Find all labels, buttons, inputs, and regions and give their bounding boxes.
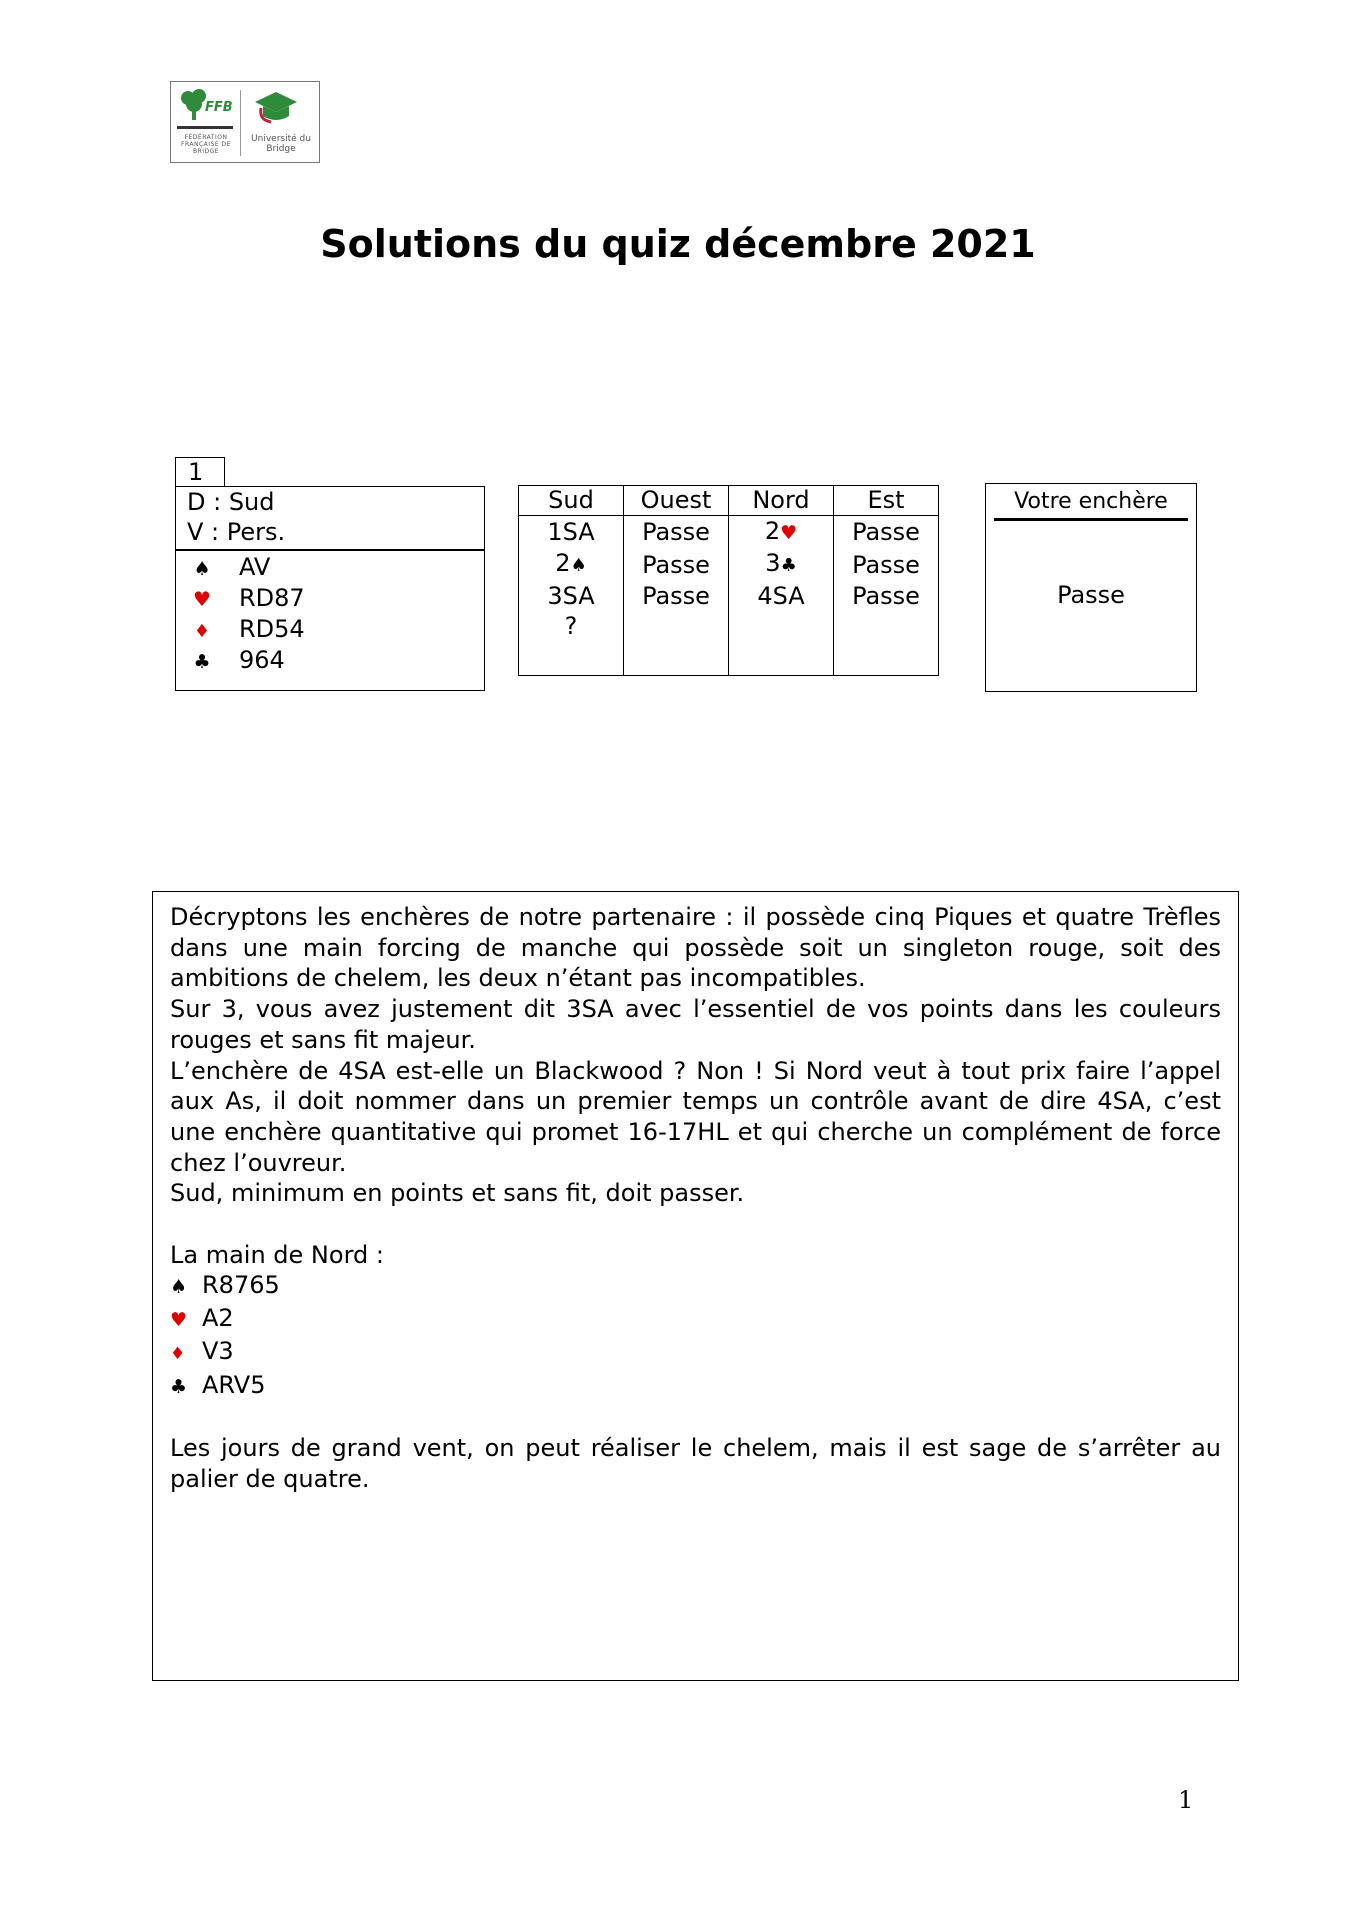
bid-cell: Passe [624,548,729,581]
heart-icon: ♥ [193,587,211,611]
bidding-table [518,485,939,676]
bidding-row [519,581,939,611]
explanation-paragraph: Sur 3, vous avez justement dit 3SA avec l’essentiel de vos points dans les couleurs rouges et sans fit majeur. [170,995,1221,1054]
bidding-header: Ouest [624,486,729,516]
north-hand-clubs [170,1370,1221,1403]
dealer-label: D : Sud [187,488,275,516]
answer-header: Votre enchère [1014,489,1168,514]
logo-brand-subtitle: FÉDÉRATION FRANÇAISE DE BRIDGE [181,134,231,155]
explanation-paragraph: Décryptons les enchères de notre partenaire : il possède cinq Piques et quatre Trèfles dans une main forcing de manche qui possède soit un singleton rouge, soit des ambitions de chelem, les deux n’étant pas incompatibles. [170,903,1221,993]
bidding-header: Nord [729,486,834,516]
answer-box [985,483,1197,692]
hand-row-clubs [187,645,285,675]
spade-icon: ♠ [170,1276,188,1299]
explanation-paragraph: L’enchère de 4SA est-elle un Blackwood ? Non ! Si Nord veut à tout prix faire l’appel aux As, il doit nommer dans un premier temps un contrôle avant de dire 4SA, c’est une enchère quantitative qui promet 16-17HL et qui cherche un complément de force chez l’ouvreur. [170,1056,1221,1177]
hand-row-diamonds [187,614,305,644]
bid-cell: Passe [624,581,729,611]
bid-cell [834,611,939,676]
explanation-conclusion: Les jours de grand vent, on peut réaliser le chelem, mais il est sage de s’arrêter au palier de quatre. [170,1433,1221,1493]
bid-cell: Passe [834,581,939,611]
diamond-icon: ♦ [170,1343,186,1364]
north-hand-cards: V3 [202,1336,234,1365]
hand-cards: AV [239,553,271,581]
north-hand-cards: R8765 [202,1271,280,1300]
club-icon: ♣ [193,651,211,673]
logo-rule [177,126,233,129]
hand-row-hearts [187,583,305,613]
bid-cell: 2♥ [729,516,834,549]
bid-cell: Passe [834,548,939,581]
answer-rule [994,518,1188,521]
north-hand-cards: ARV5 [202,1370,266,1399]
heart-icon: ♥ [170,1309,188,1332]
bid-cell: 3♣ [729,548,834,581]
hand-separator [176,549,484,551]
bid-cell: Passe [834,516,939,549]
hand-cards: RD54 [239,615,305,643]
vulnerability-label: V : Pers. [187,518,286,546]
bid-cell: 1SA [519,516,624,549]
bid-cell [624,611,729,676]
bidding-row [519,516,939,549]
north-hand-spades [170,1270,1221,1303]
explanation-box [152,891,1239,1681]
diamond-icon: ♦ [193,621,211,642]
answer-value: Passe [1057,581,1125,609]
deal-number: 1 [175,457,225,487]
deal-hand-box [175,486,485,691]
bidding-header: Sud [519,486,624,516]
page-number: 1 [1178,1786,1194,1814]
bidding-header: Est [834,486,939,516]
bidding-header-row [519,486,939,516]
explanation-paragraph: Sud, minimum en points et sans fit, doit passer. [170,1179,745,1208]
graduation-cap-icon [253,90,299,130]
ffb-logo [170,81,320,163]
hand-row-spades [187,552,270,582]
bid-cell: Passe [624,516,729,549]
bid-cell [729,611,834,676]
north-hand-cards: A2 [202,1304,234,1333]
bidding-row [519,611,939,676]
bid-cell: 3SA [519,581,624,611]
spade-icon: ♠ [193,558,211,580]
hand-cards: RD87 [239,584,305,612]
hand-cards: 964 [239,646,285,674]
club-icon: ♣ [170,1375,188,1398]
logo-divider [240,90,241,156]
north-hand-label: La main de Nord : [170,1240,384,1269]
logo-brand: FFB [205,100,233,115]
bid-cell: 4SA [729,581,834,611]
page-title: Solutions du quiz décembre 2021 [320,222,1036,266]
bid-cell: 2♠ [519,548,624,581]
north-hand-hearts [170,1303,1221,1336]
north-hand-diamonds [170,1336,1221,1370]
bidding-row [519,548,939,581]
logo-partner: Université du Bridge [251,134,311,154]
bid-cell: ? [519,611,624,676]
